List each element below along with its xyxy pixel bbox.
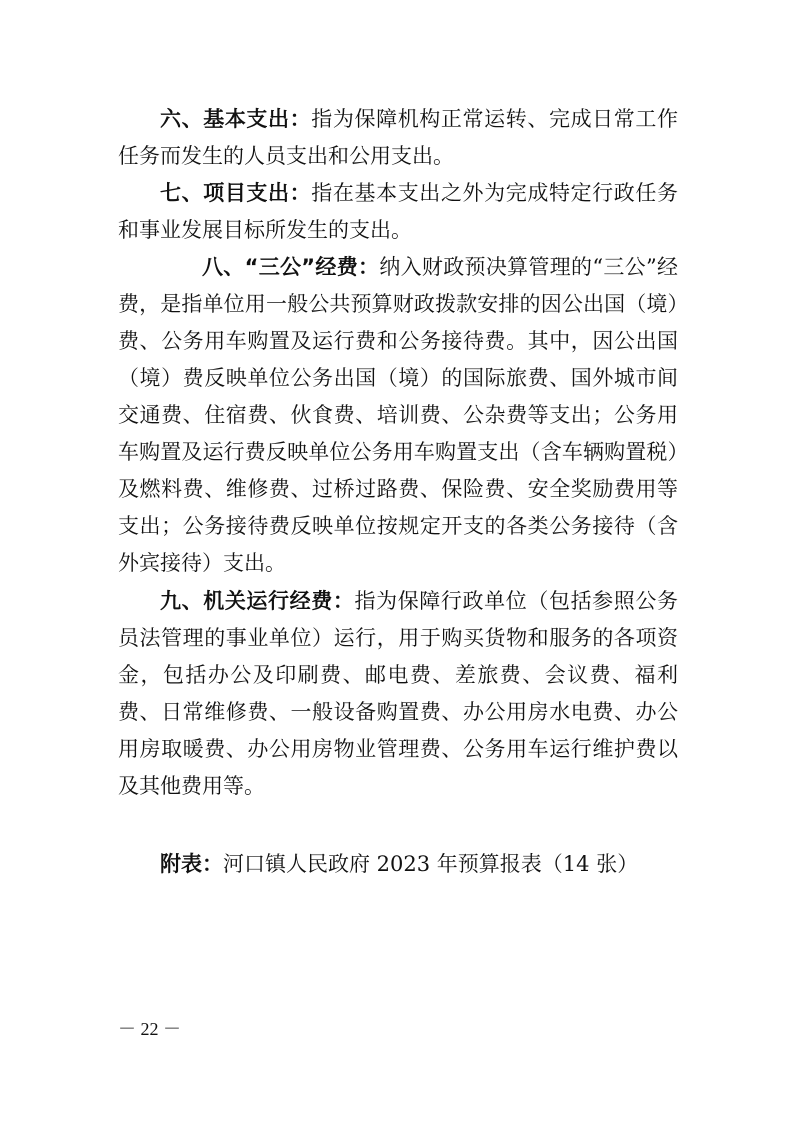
definition-basic-expenditure [118,101,678,175]
definition-text: 指为保障机构正常运转、完成日常工作任务而发生的人员支出和公用支出。 [118,107,679,168]
appendix-text: 河口镇人民政府 2023 年预算报表（14 张） [223,852,639,876]
page-number: － 22 － [118,1019,181,1039]
definition-three-public-expenses [118,249,678,582]
definition-text: 指为保障行政单位（包括参照公务员法管理的事业单位）运行，用于购买货物和服务的各项资金，包括办公及印刷费、邮电费、差旅费、会议费、福利费、日常维修费、一般设备购置费、办公用房水电费、办公用房取暖费、办公用房物业管理费、公务用车运行维护费以及其他费用等。 [118,589,679,798]
appendix-label: 附表： [160,852,223,876]
definition-text: 纳入财政预决算管理的“三公”经费，是指单位用一般公共预算财政拨款安排的因公出国（境）费、公务用车购置及运行费和公务接待费。其中，因公出国（境）费反映单位公务出国（境）的国际旅费、国外城市间交通费、住宿费、伙食费、培训费、公杂费等支出；公务用车购置及运行费反映单位公务用车购置支出（含车辆购置税）及燃料费、维修费、过桥过路费、保险费、安全奖励费用等支出；公务接待费反映单位按规定开支的各类公务接待（含外宾接待）支出。 [118,255,678,575]
term-three-public-expenses: 八、“三公”经费： [202,255,380,279]
term-agency-operating-expenses: 九、机关运行经费： [160,589,355,613]
definition-text: 指在基本支出之外为完成特定行政任务和事业发展目标所发生的支出。 [118,181,679,242]
appendix-note [160,846,638,883]
definition-project-expenditure [118,175,678,249]
term-basic-expenditure: 六、基本支出： [160,107,312,131]
definition-agency-operating-expenses [118,583,678,805]
term-project-expenditure: 七、项目支出： [160,181,312,205]
